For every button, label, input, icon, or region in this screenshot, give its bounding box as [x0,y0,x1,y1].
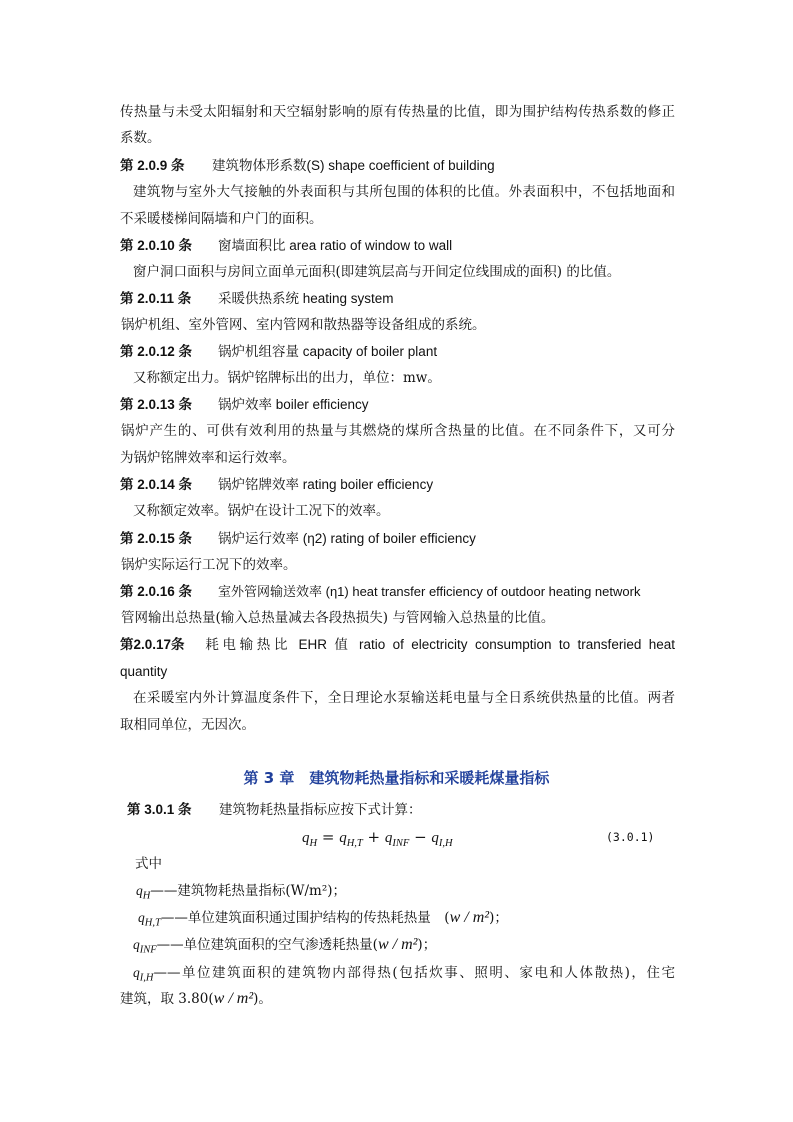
clause-desc: 不采暖楼梯间隔墙和户门的面积。 [120,211,323,227]
clause-desc: 建筑物与室外大气接触的外表面积与其所包围的体积的比值。外表面积中，不包括地面和 [133,184,675,200]
clause-number: 第 3.0.1 条 [127,802,192,817]
clause-number: 第 2.0.14 条 [120,477,193,492]
definition-qIH: $q_{I,H}——$单位建筑面积的建筑物内部得热(包括炊事、照明、家电和人体散热)，住宅 [133,965,675,984]
definition-qIH-cont: 建筑，取 3.80(w / m²)。 [120,990,272,1007]
clause-desc: 窗户洞口面积与房间立面单元面积(即建筑层高与开间定位线围成的面积) 的比值。 [133,264,621,280]
clause-2-0-9 [120,157,675,175]
unit: w / m² [377,936,418,953]
definition-qHT: $q_{H,T}——$单位建筑面积通过围护结构的传热耗热量 (w / m²)； [138,909,508,929]
clause-desc: 锅炉实际运行工况下的效率。 [121,557,297,573]
clause-term: 锅炉铭牌效率 rating boiler efficiency [218,477,434,492]
clause-2-0-14 [120,476,675,494]
clause-desc: 为锅炉铭牌效率和运行效率。 [120,450,296,466]
clause-term: 锅炉运行效率 (η2) rating of boiler efficiency [218,531,476,546]
clause-number: 第 2.0.15 条 [120,531,193,546]
clause-desc: 在采暖室内外计算温度条件下，全日理论水泵输送耗电量与全日系统供热量的比值。两者 [133,690,675,706]
clause-2-0-13 [120,396,675,414]
clause-desc: 锅炉机组、室外管网、室内管网和散热器等设备组成的系统。 [121,317,486,333]
clause-2-0-12 [120,343,675,361]
definition-qINF: $q_{INF}——$单位建筑面积的空气渗透耗热量(w / m²)； [133,936,437,956]
clause-desc: 锅炉产生的、可供有效利用的热量与其燃烧的煤所含热量的比值。在不同条件下，又可分 [121,423,675,439]
intro-line-1: 传热量与未受太阳辐射和天空辐射影响的原有传热量的比值，即为围护结构传热系数的修正 [120,104,675,120]
intro-line-2: 系数。 [120,130,161,146]
definition-text: 建筑，取 3.80 [120,991,209,1007]
eq-term: $q_{I,H}$ [431,830,453,849]
clause-desc: 又称额定出力。锅炉铭牌标出的出力，单位：mw。 [133,370,441,386]
where-label: 式中 [135,856,162,872]
clause-desc: 管网输出总热量(输入总热量减去各段热损失) 与管网输入总热量的比值。 [121,610,555,626]
clause-term: 采暖供热系统 heating system [218,291,394,306]
unit: w / m² [213,990,254,1007]
clause-term-continued: quantity [120,664,168,679]
clause-term: 锅炉效率 boiler efficiency [218,397,369,412]
clause-number: 第 2.0.16 条 [120,584,193,599]
clause-2-0-16 [120,583,680,601]
unit: w / m² [449,909,490,926]
eq-term: $q_{H,T}$ [339,830,363,849]
clause-term: 窗墙面积比 area ratio of window to wall [218,238,453,253]
clause-number: 第 2.0.9 条 [120,158,185,173]
clause-number: 第 2.0.13 条 [120,397,193,412]
clause-3-0-1 [127,801,682,819]
clause-term: 室外管网输送效率 (η1) heat transfer efficiency of outdoor heating network [218,584,641,599]
clause-2-0-17 [120,636,675,654]
clause-number: 第 2.0.10 条 [120,238,193,253]
eq-term: $q_{INF}$ [384,830,410,849]
clause-desc: 取相同单位，无因次。 [120,717,255,733]
clause-desc: 又称额定效率。锅炉在设计工况下的效率。 [133,503,390,519]
definition-qH: $q_H——$建筑物耗热量指标(W/m²)； [136,883,347,902]
definition-text: ——建筑物耗热量指标(W/m²)； [150,883,347,899]
eq-term: $q_H$ [302,830,318,849]
definition-text: ——单位建筑面积的建筑物内部得热(包括炊事、照明、家电和人体散热)，住宅 [153,965,675,981]
clause-number: 第 2.0.11 条 [120,291,192,306]
clause-number: 第 2.0.12 条 [120,344,193,359]
clause-2-0-11 [120,290,675,308]
equation-number: (3.0.1) [606,830,655,844]
equation: $q_H = q_{H,T} + q_{INF} - q_{I,H}$ [302,828,453,849]
clause-2-0-15 [120,530,675,548]
definition-text: ——单位建筑面积通过围护结构的传热耗热量 [160,910,431,926]
clause-number: 第2.0.17条 [120,637,185,652]
chapter-title: 第 3 章 建筑物耗热量指标和采暖耗煤量指标 [243,769,550,787]
definition-text: ——单位建筑面积的空气渗透耗热量 [156,937,373,953]
clause-term: 耗电输热比 EHR 值 ratio of electricity consumption to transferied heat [205,637,676,652]
clause-text: 建筑物耗热量指标应按下式计算： [219,802,422,818]
clause-term: 建筑物体形系数(S) shape coefficient of building [212,158,495,173]
clause-2-0-10 [120,237,675,255]
clause-term: 锅炉机组容量 capacity of boiler plant [218,344,438,359]
